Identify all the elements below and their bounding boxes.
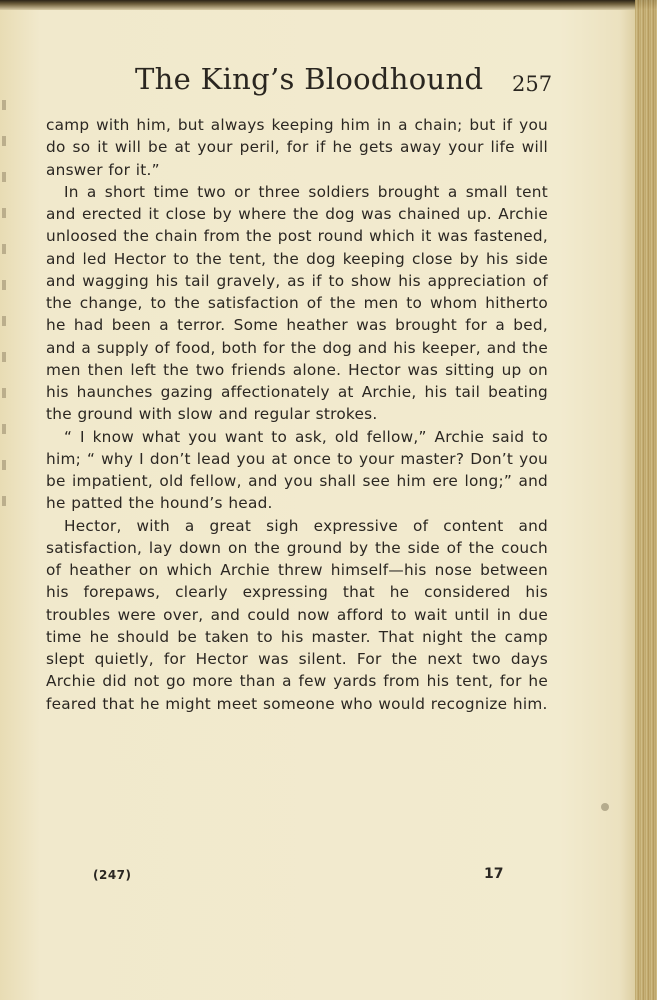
paragraph: “ I know what you want to ask, old fellow,” Archie said to him; “ why I don’t lead you at once to your master? Don’t you be impatient, old fellow, and you shall see him ere long;” and he patted the hound’s head. <box>46 427 548 513</box>
gathering-number: 17 <box>484 866 504 882</box>
paragraph: Hector, with a great sigh expressive of content and satisfaction, lay down on the ground by the side of the couch of heather on which Archie threw himself—his nose between his forepaws, clearly expressing that he considered his troubles were over, and could now afford to wait until in due time he should be taken to his master. That night the camp slept quietly, for Hector was silent. For the next two days Archie did not go more than a few yards from his tent, for he feared that he might meet someone who would recognize him. <box>46 516 548 713</box>
page-number: 257 <box>512 72 553 96</box>
body-text <box>46 114 548 715</box>
page-top-edge <box>0 0 657 10</box>
running-header <box>0 60 657 100</box>
paragraph: camp with him, but always keeping him in a chain; but if you do so it will be at your peril, for if he gets away your life will answer for it.” <box>46 116 548 179</box>
signature-mark: (247) <box>93 868 132 882</box>
page-smudge <box>601 803 609 811</box>
running-title: The King’s Bloodhound <box>135 62 484 96</box>
left-margin-marks <box>0 100 10 540</box>
page-right-edge <box>635 0 657 1000</box>
paragraph: In a short time two or three soldiers brought a small tent and erected it close by where the dog was chained up. Archie unloosed the chain from the post round which it was fastened, and led Hector to the tent, the dog keeping close by his side and wagging his tail gravely, as if to show his appreciation of the change, to the satisfaction of the men to whom hitherto he had been a terror. Some heather was brought for a bed, and a supply of food, both for the dog and his keeper, and the men then left the two friends alone. Hector was sitting up on his haunches gazing affectionately at Archie, his tail beating the ground with slow and regular strokes. <box>46 182 548 424</box>
